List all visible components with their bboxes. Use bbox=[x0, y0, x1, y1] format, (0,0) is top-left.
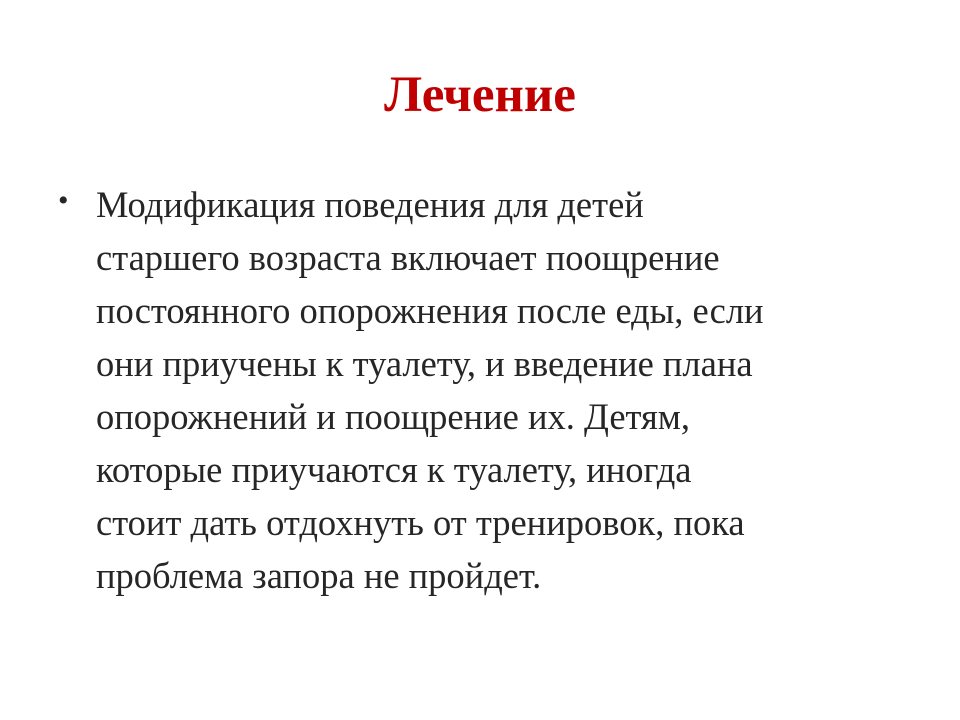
bullet-text-line: опорожнений и поощрение их. Детям, bbox=[96, 396, 690, 437]
bullet-text-line: которые приучаются к туалету, иногда bbox=[96, 449, 692, 490]
bullet-marker: • bbox=[58, 184, 69, 217]
bullet-text-line: стоит дать отдохнуть от тренировок, пока bbox=[96, 502, 745, 543]
bullet-text-line: они приучены к туалету, и введение плана bbox=[96, 343, 753, 384]
bullet-text-line: проблема запора не пройдет. bbox=[96, 555, 542, 596]
bullet-text-line: Модификация поведения для детей bbox=[96, 184, 644, 225]
bullet-item bbox=[58, 178, 878, 602]
bullet-text-line: старшего возраста включает поощрение bbox=[96, 237, 720, 278]
bullet-text-line: постоянного опорожнения после еды, если bbox=[96, 290, 764, 331]
bullet-list bbox=[58, 178, 878, 602]
slide-title: Лечение bbox=[384, 67, 576, 123]
